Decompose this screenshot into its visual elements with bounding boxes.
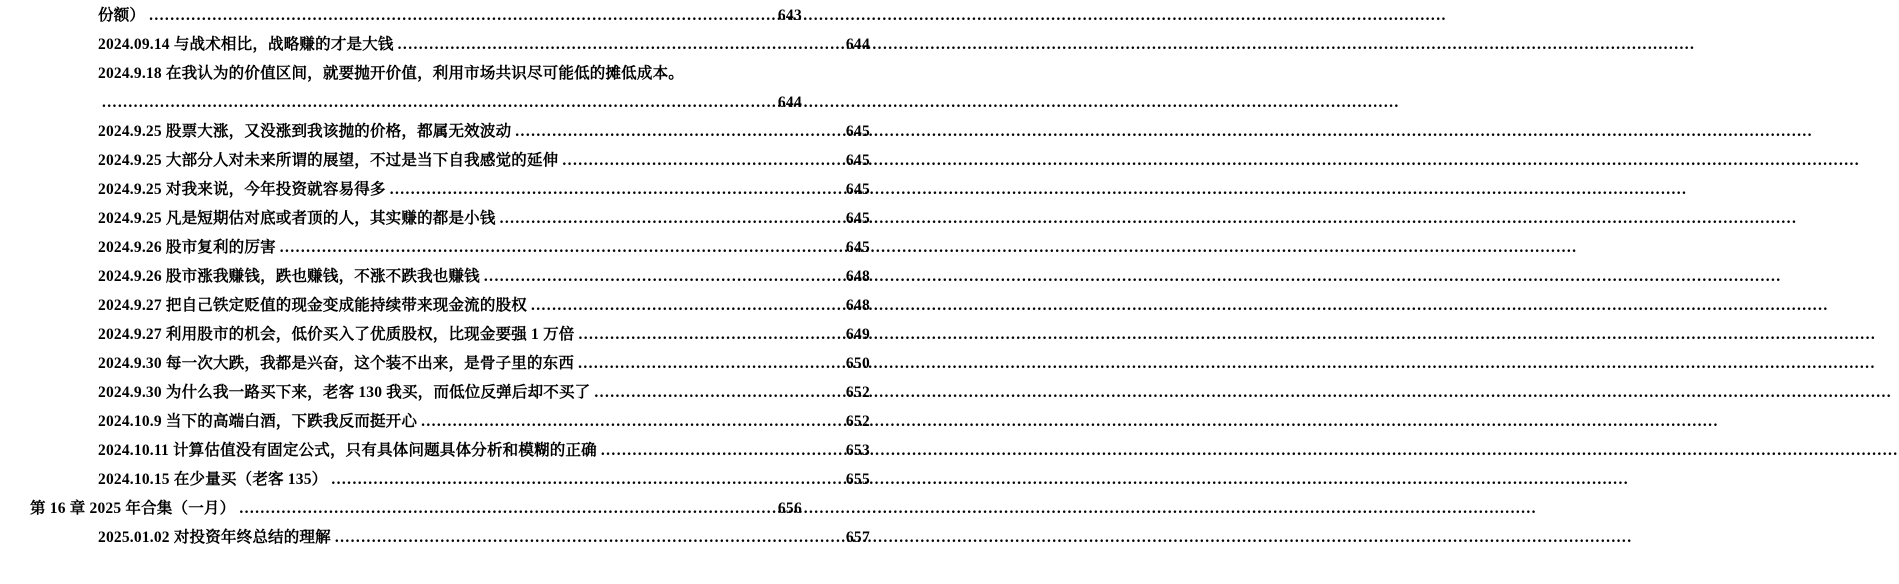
leader-dots: [398, 44, 834, 60]
leader-dots: [601, 450, 834, 466]
toc-page-number: 643: [777, 7, 802, 24]
toc-page-number: 657: [845, 529, 870, 546]
toc-entry-label: 2024.9.25 凡是短期估对底或者顶的人，其实赚的都是小钱: [98, 210, 496, 227]
toc-entry[interactable]: [30, 204, 870, 233]
toc-page-number: 652: [845, 413, 870, 430]
toc-entry[interactable]: [30, 146, 870, 175]
toc-entry-label: 2024.9.25 股票大涨，又没涨到我该抛的价格，都属无效波动: [98, 123, 512, 140]
leader-dots: [594, 392, 834, 408]
toc-entry[interactable]: [30, 233, 870, 262]
toc-page-number: 645: [845, 123, 870, 140]
toc-entry[interactable]: [30, 30, 870, 59]
toc-entry-continuation: [98, 88, 802, 117]
toc-entry-label: 2024.9.26 股市涨我赚钱，跌也赚钱，不涨不跌我也赚钱: [98, 268, 480, 285]
toc-page-number: 644: [777, 94, 802, 111]
toc-entry[interactable]: [30, 262, 870, 291]
table-of-contents: [30, 0, 870, 552]
toc-entry[interactable]: [30, 117, 870, 146]
leader-dots: [335, 537, 834, 553]
toc-page-number: 656: [777, 500, 802, 517]
toc-entry[interactable]: [30, 378, 870, 407]
toc-page-number: 644: [845, 36, 870, 53]
toc-entry[interactable]: [30, 175, 870, 204]
toc-entry-label: 2024.9.25 对我来说，今年投资就容易得多: [98, 181, 386, 198]
leader-dots: [531, 305, 834, 321]
toc-entry-label: 2024.10.11 计算估值没有固定公式，只有具体问题具体分析和模糊的正确: [98, 442, 597, 459]
toc-entry-label-cont: 份额）: [98, 7, 146, 24]
toc-chapter-label: 第 16 章 2025 年合集（一月）: [30, 500, 236, 517]
leader-dots: [421, 421, 834, 437]
toc-page-number: 650: [845, 355, 870, 372]
leader-dots: [562, 160, 834, 176]
toc-page-number: 645: [845, 239, 870, 256]
toc-entry-label: 2024.9.30 为什么我一路买下来，老客 130 我买，而低位反弹后却不买了: [98, 384, 591, 401]
leader-dots: [500, 218, 834, 234]
leader-dots: [102, 102, 766, 118]
toc-chapter-entry[interactable]: [30, 494, 802, 523]
toc-page-number: 645: [845, 152, 870, 169]
toc-entry[interactable]: [30, 291, 870, 320]
toc-entry[interactable]: [30, 407, 870, 436]
toc-entry[interactable]: [30, 320, 870, 349]
toc-entry-label: 2025.01.02 对投资年终总结的理解: [98, 529, 331, 546]
toc-page-number: 645: [845, 181, 870, 198]
toc-entry[interactable]: [30, 523, 870, 552]
leader-dots: [390, 189, 834, 205]
toc-page-number: 653: [845, 442, 870, 459]
toc-entry-label: 2024.9.26 股市复利的厉害: [98, 239, 276, 256]
toc-page-number: 648: [845, 297, 870, 314]
toc-page-number: 648: [845, 268, 870, 285]
leader-dots: [239, 508, 766, 524]
toc-page-number: 655: [845, 471, 870, 488]
toc-entry-label: 2024.10.9 当下的高端白酒，下跌我反而挺开心: [98, 413, 418, 430]
toc-entry-label: 2024.9.30 每一次大跌，我都是兴奋，这个装不出来，是骨子里的东西: [98, 355, 575, 372]
toc-page-number: 645: [845, 210, 870, 227]
toc-entry[interactable]: [30, 0, 802, 30]
toc-entry-label: 2024.10.15 在少量买（老客 135）: [98, 471, 328, 488]
toc-entry-label: 2024.09.14 与战术相比，战略赚的才是大钱: [98, 36, 394, 53]
leader-dots: [484, 276, 834, 292]
toc-page-number: 649: [845, 326, 870, 343]
document-page: [0, 0, 870, 556]
leader-dots: [149, 15, 766, 31]
leader-dots: [578, 334, 834, 350]
toc-entry-label: 2024.9.27 利用股市的机会，低价买入了优质股权，比现金要强 1 万倍: [98, 326, 575, 343]
leader-dots: [578, 363, 834, 379]
toc-entry-label: 2024.9.18 在我认为的价值区间，就要抛开价值，利用市场共识尽可能低的摊低成本。: [98, 65, 684, 82]
toc-entry[interactable]: [30, 465, 870, 494]
leader-dots: [331, 479, 834, 495]
toc-entry[interactable]: [30, 436, 870, 465]
toc-entry-continuation: [98, 1, 802, 30]
toc-page-number: 652: [845, 384, 870, 401]
toc-entry-label: 2024.9.27 把自己铁定贬值的现金变成能持续带来现金流的股权: [98, 297, 527, 314]
toc-entry[interactable]: [30, 349, 870, 378]
leader-dots: [280, 247, 834, 263]
toc-entry[interactable]: [30, 59, 802, 117]
leader-dots: [515, 131, 834, 147]
toc-entry-label: 2024.9.25 大部分人对未来所谓的展望，不过是当下自我感觉的延伸: [98, 152, 559, 169]
